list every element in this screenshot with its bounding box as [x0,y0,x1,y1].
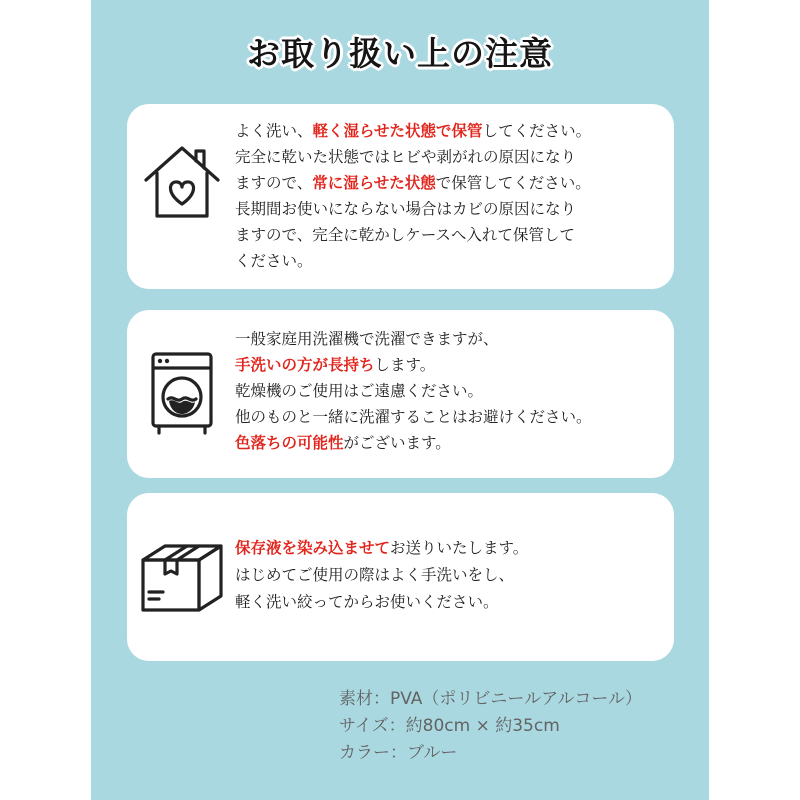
body-text: 一般家庭用洗濯機で洗濯できますが、 [235,330,499,348]
notice-line [235,326,592,352]
highlighted-text: 軽く湿らせた状態で保管 [312,122,483,140]
spec-color: カラー：ブルー [339,743,458,763]
body-text: 軽く洗い絞ってからお使いください。 [235,593,499,611]
highlighted-text: 色落ちの可能性 [235,434,344,452]
highlighted-text: 手洗いの方が長持ち [235,356,375,374]
highlighted-text: 保存液を染み込ませて [235,539,391,557]
notice-text-washing [235,326,592,456]
body-text: で保管してください。 [435,174,591,192]
notice-line [235,562,528,589]
notice-line [235,404,592,430]
notice-line [235,248,591,274]
body-text: お送りいたします。 [390,539,529,557]
notice-line [235,589,528,616]
notice-line [235,144,591,170]
notice-text-storage [235,118,591,274]
notice-line [235,352,592,378]
box-icon [139,540,225,614]
page-title: お取り扱い上の注意 [247,34,553,73]
body-text: します。 [374,356,436,374]
highlighted-text: 常に湿らせた状態 [312,174,436,192]
notice-line [235,430,592,456]
body-text: よく洗い、 [235,122,313,140]
body-text: ください。 [235,252,313,270]
body-text: ますので、 [235,174,313,192]
notice-line [235,170,591,196]
body-text: してください。 [482,122,592,140]
notice-line [235,378,592,404]
body-text: がございます。 [343,434,451,452]
spec-size: サイズ：約80cm × 約35cm [339,716,560,736]
body-text: ますので、完全に乾かしケースへ入れて保管して [235,226,575,244]
spec-material: 素材：PVA（ポリビニールアルコール） [339,689,643,709]
body-text: 乾燥機のご使用はご遠慮ください。 [235,382,484,400]
notice-line [235,196,591,222]
washing-machine-icon [147,350,217,436]
notice-card-shipping [127,493,674,661]
notice-card-storage [127,104,674,289]
product-specs [339,686,642,767]
body-text: 長期間お使いにならない場合はカビの原因になり [235,200,577,218]
notice-line [235,535,528,562]
notice-line [235,222,591,248]
house-heart-icon [142,142,222,222]
body-text: はじめてご使用の際はよく手洗いをし、 [235,566,515,584]
body-text: 他のものと一緒に洗濯することはお避けください。 [235,408,592,426]
notice-card-washing [127,310,674,478]
notice-text-shipping [235,535,528,616]
body-text: 完全に乾いた状態ではヒビや剥がれの原因になり [235,148,577,166]
notice-line [235,118,591,144]
